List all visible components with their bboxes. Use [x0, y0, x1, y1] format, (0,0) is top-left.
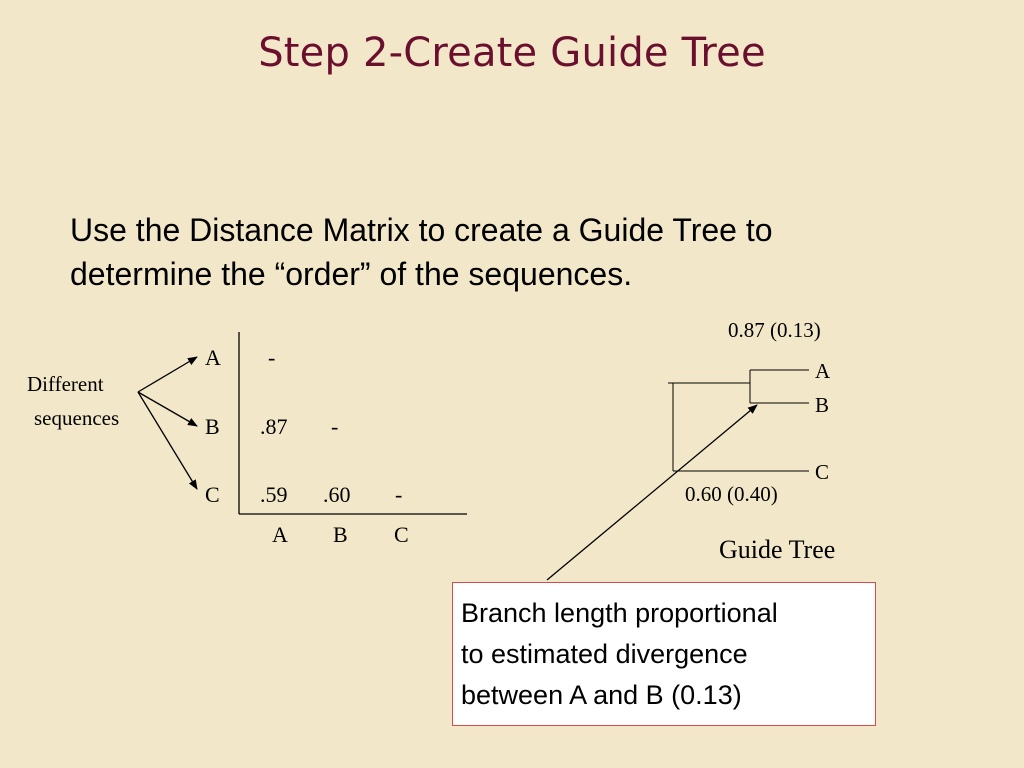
- matrix-row-label-b: B: [205, 414, 220, 439]
- tree-bottom-distance-label: 0.60 (0.40): [685, 482, 778, 506]
- matrix-cell-a-a: -: [268, 345, 276, 370]
- matrix-cell-c-b: .60: [323, 482, 351, 507]
- arrow-to-b: [138, 392, 197, 426]
- guide-tree-caption: Guide Tree: [719, 535, 836, 564]
- matrix-col-label-a: A: [272, 522, 288, 547]
- arrow-to-a: [138, 357, 197, 392]
- different-sequences-label-line-2: sequences: [34, 406, 120, 430]
- arrow-to-c: [138, 392, 197, 489]
- matrix-cell-b-b: -: [331, 414, 339, 439]
- callout-line-3: between A and B (0.13): [461, 680, 742, 710]
- callout-line-1: Branch length proportional: [461, 598, 778, 628]
- tree-leaf-a: A: [815, 359, 831, 383]
- tree-top-distance-label: 0.87 (0.13): [728, 318, 821, 342]
- callout-line-2: to estimated divergence: [461, 639, 748, 669]
- branch-length-callout: [452, 582, 876, 726]
- matrix-col-label-c: C: [394, 522, 409, 547]
- matrix-cell-c-c: -: [395, 482, 403, 507]
- matrix-row-label-c: C: [205, 482, 220, 507]
- intro-line-2: determine the “order” of the sequences.: [70, 256, 633, 292]
- intro-line-1: Use the Distance Matrix to create a Guide Tree to: [70, 212, 773, 248]
- matrix-cell-b-a: .87: [260, 414, 288, 439]
- slide-title: Step 2-Create Guide Tree: [258, 30, 766, 76]
- matrix-col-label-b: B: [333, 522, 348, 547]
- different-sequences-label-line-1: Different: [27, 372, 104, 396]
- matrix-row-label-a: A: [205, 345, 221, 370]
- matrix-cell-c-a: .59: [260, 482, 288, 507]
- tree-leaf-c: C: [815, 460, 830, 484]
- tree-leaf-b: B: [815, 393, 830, 417]
